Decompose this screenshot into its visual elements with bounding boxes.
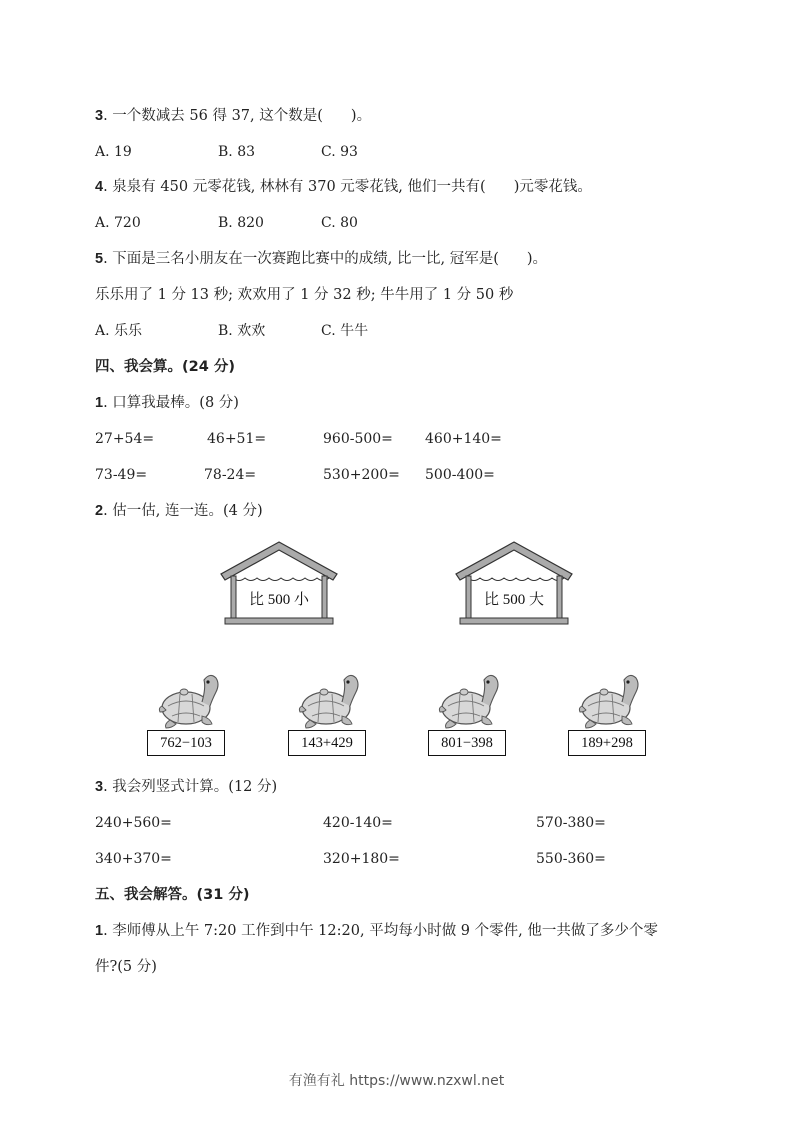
question-text: . 一个数减去 56 得 37, 这个数是( bbox=[103, 108, 323, 124]
expression-card[interactable]: 189+298 bbox=[568, 730, 646, 756]
mental-math-item: 960-500= bbox=[323, 431, 393, 447]
option-a: A. 720 bbox=[95, 215, 141, 231]
footer-watermark: 有渔有礼 https://www.nzxwl.net bbox=[288, 1073, 505, 1089]
house-icon bbox=[219, 538, 339, 628]
expression-card[interactable]: 143+429 bbox=[288, 730, 366, 756]
section-4-part-3 bbox=[95, 777, 277, 797]
question-text-end: )元零花钱。 bbox=[513, 179, 592, 195]
vertical-calc-item: 320+180= bbox=[323, 851, 400, 867]
option-b: B. 820 bbox=[218, 215, 264, 231]
option-c: C. 牛牛 bbox=[321, 323, 369, 339]
house-greater-than-500[interactable] bbox=[454, 538, 574, 628]
part-text: . 我会列竖式计算。(12 分) bbox=[103, 779, 278, 795]
question-number: 3 bbox=[95, 108, 104, 124]
turtle-icon bbox=[156, 672, 222, 730]
section-4-part-2 bbox=[95, 501, 263, 521]
question-text-end: )。 bbox=[526, 251, 548, 267]
vertical-calc-item: 240+560= bbox=[95, 815, 172, 831]
section-5-title: 五、我会解答。(31 分) bbox=[95, 887, 250, 903]
option-b: B. 83 bbox=[218, 144, 256, 160]
question-3 bbox=[95, 106, 371, 126]
question-number: 4 bbox=[95, 179, 104, 195]
part-number: 3 bbox=[95, 779, 104, 795]
mental-math-item: 27+54= bbox=[95, 431, 155, 447]
vertical-calc-item: 420-140= bbox=[323, 815, 393, 831]
section-4-title: 四、我会算。(24 分) bbox=[95, 359, 235, 375]
part-number: 2 bbox=[95, 503, 104, 519]
question-text: . 泉泉有 450 元零花钱, 林林有 370 元零花钱, 他们一共有( bbox=[103, 179, 486, 195]
part-text: . 李师傅从上午 7:20 工作到中午 12:20, 平均每小时做 9 个零件, 他一共做了多少个零 bbox=[103, 923, 658, 939]
house-label: 比 500 小 bbox=[248, 592, 309, 608]
turtle-icon bbox=[296, 672, 362, 730]
mental-math-item: 46+51= bbox=[207, 431, 267, 447]
option-c: C. 93 bbox=[321, 144, 358, 160]
house-icon bbox=[454, 538, 574, 628]
section-4-part-1 bbox=[95, 393, 239, 413]
vertical-calc-item: 340+370= bbox=[95, 851, 172, 867]
part-text: . 估一估, 连一连。(4 分) bbox=[103, 503, 263, 519]
section-5-part-1-cont: 件?(5 分) bbox=[95, 959, 157, 975]
expression-card[interactable]: 801−398 bbox=[428, 730, 506, 756]
turtle-icon bbox=[576, 672, 642, 730]
vertical-calc-item: 550-360= bbox=[536, 851, 606, 867]
house-label: 比 500 大 bbox=[483, 592, 544, 608]
vertical-calc-item: 570-380= bbox=[536, 815, 606, 831]
mental-math-item: 460+140= bbox=[425, 431, 502, 447]
question-text: . 下面是三名小朋友在一次赛跑比赛中的成绩, 比一比, 冠军是( bbox=[103, 251, 499, 267]
option-c: C. 80 bbox=[321, 215, 358, 231]
expression-card[interactable]: 762−103 bbox=[147, 730, 225, 756]
race-results: 乐乐用了 1 分 13 秒; 欢欢用了 1 分 32 秒; 牛牛用了 1 分 50 秒 bbox=[95, 287, 514, 303]
mental-math-item: 500-400= bbox=[425, 467, 495, 483]
turtle-icon bbox=[436, 672, 502, 730]
question-5 bbox=[95, 249, 547, 269]
question-4 bbox=[95, 177, 592, 197]
option-b: B. 欢欢 bbox=[218, 323, 266, 339]
option-a: A. 乐乐 bbox=[95, 323, 143, 339]
part-text: . 口算我最棒。(8 分) bbox=[103, 395, 239, 411]
mental-math-item: 73-49= bbox=[95, 467, 148, 483]
question-number: 5 bbox=[95, 251, 104, 267]
part-number: 1 bbox=[95, 923, 104, 939]
mental-math-item: 78-24= bbox=[204, 467, 257, 483]
mental-math-item: 530+200= bbox=[323, 467, 400, 483]
house-less-than-500[interactable] bbox=[219, 538, 339, 628]
option-a: A. 19 bbox=[95, 144, 132, 160]
part-number: 1 bbox=[95, 395, 104, 411]
question-text-end: )。 bbox=[350, 108, 372, 124]
section-5-part-1 bbox=[95, 921, 658, 941]
